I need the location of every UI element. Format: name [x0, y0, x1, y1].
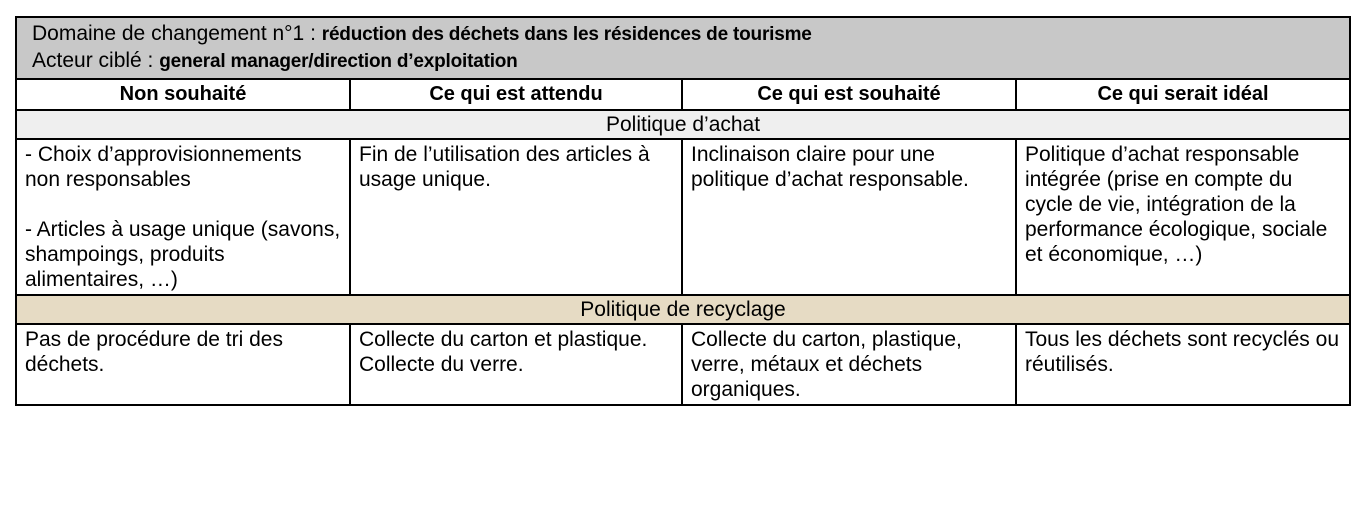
column-header: Ce qui est attendu — [350, 79, 682, 110]
table-cell — [1016, 324, 1350, 405]
column-header: Ce qui est souhaité — [682, 79, 1016, 110]
cell-text: - Choix d’approvisionnements non responsables — [25, 143, 302, 191]
table-cell — [350, 139, 682, 295]
table-cell — [682, 324, 1016, 405]
cell-text: Inclinaison claire pour une politique d’achat responsable. — [691, 143, 969, 191]
column-header: Ce qui serait idéal — [1016, 79, 1350, 110]
change-domain-table-wrapper — [15, 16, 1349, 406]
table-cell — [1016, 139, 1350, 295]
actor-label: Acteur ciblé : — [32, 49, 160, 72]
cell-text: Tous les déchets sont recyclés ou réutilisés. — [1025, 328, 1339, 376]
table-cell — [16, 139, 350, 295]
paragraph-gap — [25, 192, 341, 217]
cell-text: Fin de l’utilisation des articles à usage unique. — [359, 143, 650, 191]
table-cell — [16, 324, 350, 405]
table-header-row — [16, 17, 1350, 79]
column-header: Non souhaité — [16, 79, 350, 110]
table-row — [16, 324, 1350, 405]
section-title: Politique de recyclage — [16, 295, 1350, 324]
table-cell — [350, 324, 682, 405]
domain-line — [32, 21, 1341, 48]
table-row — [16, 139, 1350, 295]
cell-text: Collecte du verre. — [359, 353, 524, 376]
column-headers-row — [16, 79, 1350, 110]
cell-text: Collecte du carton, plastique, verre, métaux et déchets organiques. — [691, 328, 962, 401]
table-cell — [682, 139, 1016, 295]
actor-line — [32, 48, 1341, 75]
cell-text: Politique d’achat responsable intégrée (prise en compte du cycle de vie, intégration de la performance écologique, sociale et économique, …) — [1025, 143, 1328, 266]
section-title: Politique d’achat — [16, 110, 1350, 139]
cell-text: Pas de procédure de tri des déchets. — [25, 328, 283, 376]
domain-value: réduction des déchets dans les résidences de tourisme — [321, 24, 812, 45]
section-row — [16, 295, 1350, 324]
cell-text: Collecte du carton et plastique. — [359, 328, 648, 351]
cell-text: - Articles à usage unique (savons, shampoings, produits alimentaires, …) — [25, 218, 341, 291]
table-header — [16, 17, 1350, 79]
section-row — [16, 110, 1350, 139]
change-domain-table — [15, 16, 1351, 406]
domain-label: Domaine de changement n°1 : — [32, 22, 322, 45]
actor-value: general manager/direction d’exploitation — [159, 51, 518, 72]
